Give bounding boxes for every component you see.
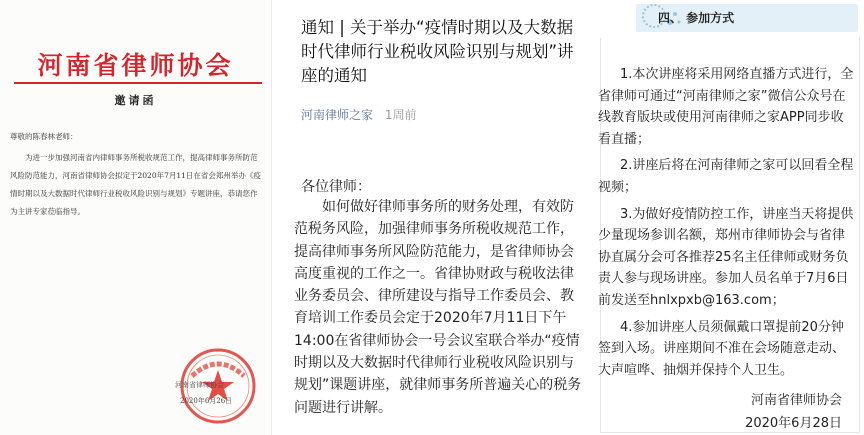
letter-body: 为进一步加强河南省内律师事务所税收规范工作，提高律师事务所防范风险防范能力，河南省律师协会拟定于2020年7月11日在省会郑州举办《疫情时期以及大数据时代律师行业税收风险识别与规划》专题讲座，恭请您作为主讲专家莅临指导。 <box>10 153 261 216</box>
list-item: 3.为做好疫情防控工作，讲座当天将提供少量现场参训名额，郑州市律师协会与省律协直属分会可各推荐25名主任律师或财务负责人参与现场讲座。参加人员名单于7月6日前发送至hnlxpxb@163.com； <box>598 206 854 308</box>
letter-date: 2020年6月26日 <box>180 397 233 405</box>
participation-list <box>598 64 856 386</box>
section-date: 2020年6月28日 <box>745 416 842 431</box>
article-greeting: 各位律师： <box>301 179 371 195</box>
article-author-link[interactable]: 河南律师之家 <box>301 108 374 122</box>
article-headline: 通知 | 关于举办“疫情时期以及大数据时代律师行业税收风险识别与规划”讲座的通知 <box>301 18 574 85</box>
letter-divider <box>14 82 262 84</box>
article-panel <box>278 0 590 435</box>
article-meta <box>301 106 416 123</box>
letter-title: 邀请函 <box>114 94 157 107</box>
list-item: 1.本次讲座将采用网络直播方式进行，全省律师可通过“河南律师之家”微信公众号在线教育版块或使用河南律师之家APP同步收看直播； <box>598 67 854 147</box>
letter-org-name: 河南省律师协会 <box>37 51 234 80</box>
list-item: 2.讲座后将在河南律师之家可以回看全程视频； <box>598 158 854 195</box>
invitation-letter-image <box>0 0 272 435</box>
article-paragraph: 如何做好律师事务所的财务处理，有效防范税务风险，加强律师事务所税收规范工作，提高律师事务所风险防范能力，是省律师协会高度重视的工作之一。省律协财政与税收法律业务委员会、律所建设与指导工作委员会、教育培训工作委员会定于2020年7月11日下午14:00在省律师协会一号会议室联合举办“疫情时期以及大数据时代律师行业税收风险识别与规划”课题讲座，就律师事务所普遍关心的税务问题进行讲解。 <box>294 199 582 416</box>
section-title: 四、 参加方式 <box>658 11 735 25</box>
article-time: 1周前 <box>384 108 417 122</box>
letter-signoff: 河南省律师协会 <box>175 381 224 389</box>
list-item: 4.参加讲座人员须佩戴口罩提前20分钟签到入场。讲座期间不准在会场随意走动、大声喧哗、抽烟并保持个人卫生。 <box>598 319 846 378</box>
participation-section <box>598 0 864 435</box>
section-signoff: 河南省律师协会 <box>750 393 842 408</box>
letter-salutation: 尊敬的陈春林老师： <box>10 132 78 141</box>
